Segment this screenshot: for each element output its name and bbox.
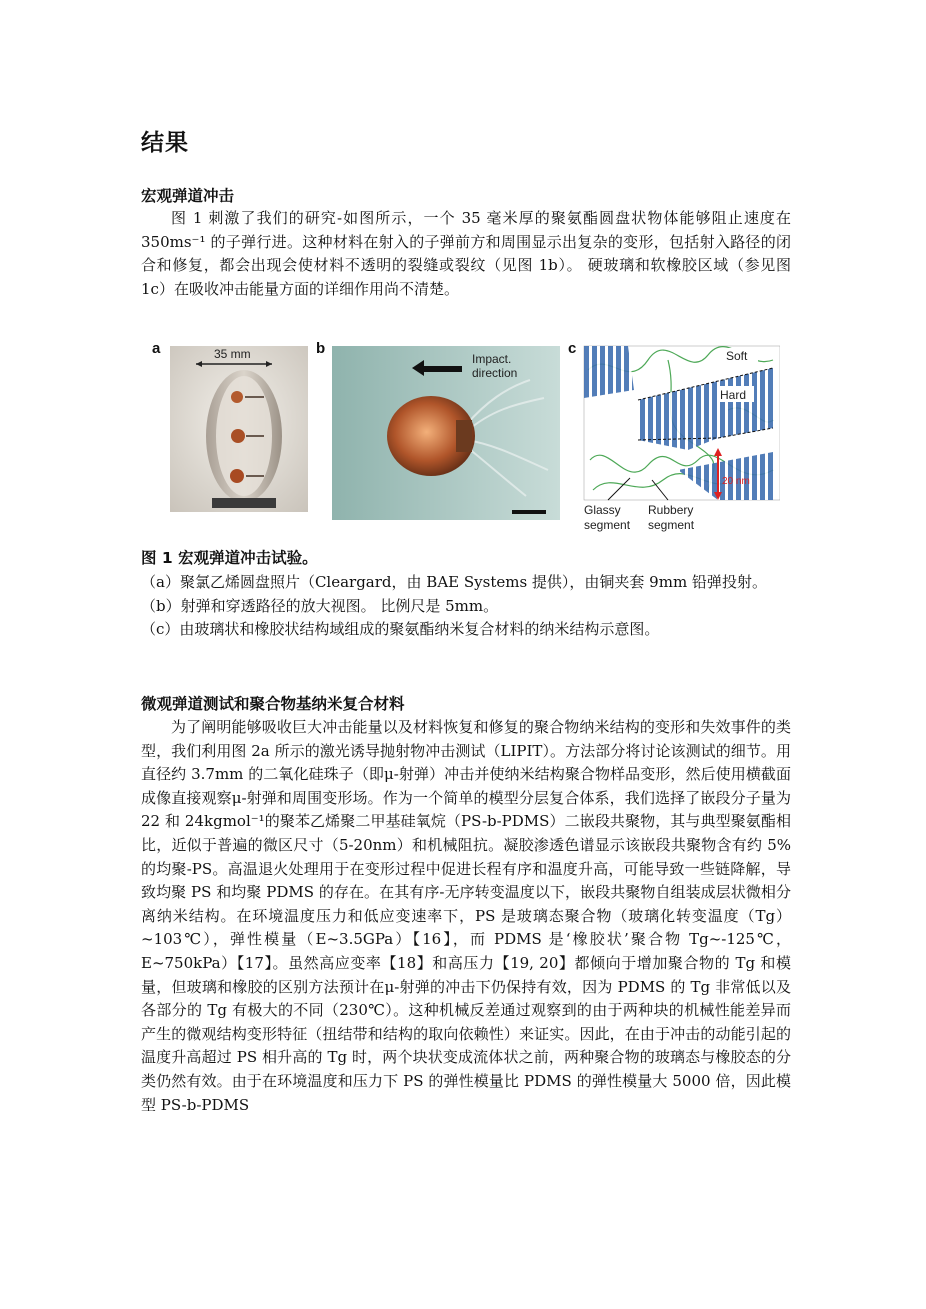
subheading-macro-ballistic: 宏观弹道冲击 (141, 187, 235, 205)
panel-c-rubbery-line1: Rubbery (648, 503, 694, 517)
caption-line-b: （b）射弹和穿透路径的放大视图。 比例尺是 5mm。 (141, 596, 499, 615)
panel-c-glassy-line1: Glassy (584, 503, 621, 517)
panel-a-photo (152, 340, 308, 512)
section-title: 结果 (141, 130, 189, 156)
subheading-micro-ballistic: 微观弹道测试和聚合物基纳米复合材料 (141, 695, 405, 713)
figure-panel-a (152, 340, 308, 512)
figure-panel-c (568, 340, 780, 536)
panel-c-schematic (568, 340, 780, 536)
figure-caption-title: 图 1 宏观弹道冲击试验。 (141, 549, 318, 567)
figure-panel-b (316, 340, 560, 520)
panel-c-soft-label: Soft (726, 349, 748, 363)
panel-b-photo (316, 340, 560, 520)
panel-b-label: b (316, 340, 326, 357)
panel-c-rubbery-line2: segment (648, 518, 695, 532)
panel-a-dimension: 35 mm (214, 347, 251, 361)
panel-b-scale-bar (512, 510, 546, 514)
panel-c-glassy-line2: segment (584, 518, 631, 532)
panel-b-annotation-line2: direction (472, 366, 518, 380)
paragraph-micro-ballistic: 为了阐明能够吸收巨大冲击能量以及材料恢复和修复的聚合物纳米结构的变形和失效事件的类型，我们利用图 2a 所示的激光诱导抛射物冲击测试（LIPIT）。方法部分将讨论该测试的细节。用直径约 3.7mm 的二氧化硅珠子（即μ-射弹）冲击并使纳米结构聚合物样品变形，然后使用横截面成像直接观察μ-射弹和周围变形场。作为一个简单的模型分层复合体系，我们选择了嵌段分子量为 22 和 24kgmol⁻¹的聚苯乙烯聚二甲基硅氧烷（PS-b-PDMS）二嵌段共聚物，其与典型聚氨酯相比，近似于普遍的微区尺寸（5-20nm）和机械阻抗。凝胶渗透色谱显示该嵌段共聚物含有约 5%的均聚-PS。高温退火处理用于在变形过程中促进长程有序和温度升高，可能导致一些链降解，导致均聚 PS 和均聚 PDMS 的存在。在其有序-无序转变温度以下，嵌段共聚物自组装成层状微相分离纳米结构。在环境温度压力和低应变速率下，PS 是玻璃态聚合物（玻璃化转变温度（Tg）~103℃），弹性模量（E~3.5GPa）【16】，而 PDMS 是‘橡胶状’聚合物 Tg~-125℃，E~750kPa）【17】。虽然高应变率【18】和高压力【19, 20】都倾向于增加聚合物的 Tg 和模量，但玻璃和橡胶的区别方法预计在μ-射弹的冲击下仍保持有效，因为 PDMS 的 Tg 非常低以及各部分的 Tg 有极大的不同（230℃）。这种机械反差通过观察到的由于两种块的机械性能差异而产生的微观结构变形特征（扭结带和结构的取向依赖性）来证实。因此，在由于冲击的动能引起的温度升高超过 PS 相升高的 Tg 时，两个块状变成流体状之前，两种聚合物的玻璃态与橡胶态的分类仍然有效。由于在环境温度和压力下 PS 的弹性模量比 PDMS 的弹性模量大 5000 倍，因此模型 PS-b-PDMS (141, 718, 791, 1114)
panel-c-hard-label: Hard (720, 388, 747, 402)
paragraph-macro-ballistic: 图 1 刺激了我们的研究-如图所示，一个 35 毫米厚的聚氨酯圆盘状物体能够阻止速度在 350ms⁻¹ 的子弹行进。这种材料在射入的子弹前方和周围显示出复杂的变形，包括射入路径的闭合和修复，都会出现会使材料不透明的裂缝或裂纹（见图 1b）。 硬玻璃和软橡胶区域（参见图 1c）在吸收冲击能量方面的详细作用尚不清楚。 (141, 209, 791, 298)
caption-line-c: （c）由玻璃状和橡胶状结构域组成的聚氨酯纳米复合材料的纳米结构示意图。 (141, 620, 660, 638)
panel-b-annotation-line1: Impact. (472, 352, 512, 366)
panel-c-scale-label: 20 nm (722, 476, 750, 487)
caption-line-a: （a）聚氯乙烯圆盘照片（Cleargard，由 BAE Systems 提供），由铜夹套 9mm 铅弹投射。 (141, 573, 767, 591)
figure-caption (141, 571, 791, 642)
panel-a-label: a (152, 340, 161, 357)
panel-c-label: c (568, 340, 577, 357)
